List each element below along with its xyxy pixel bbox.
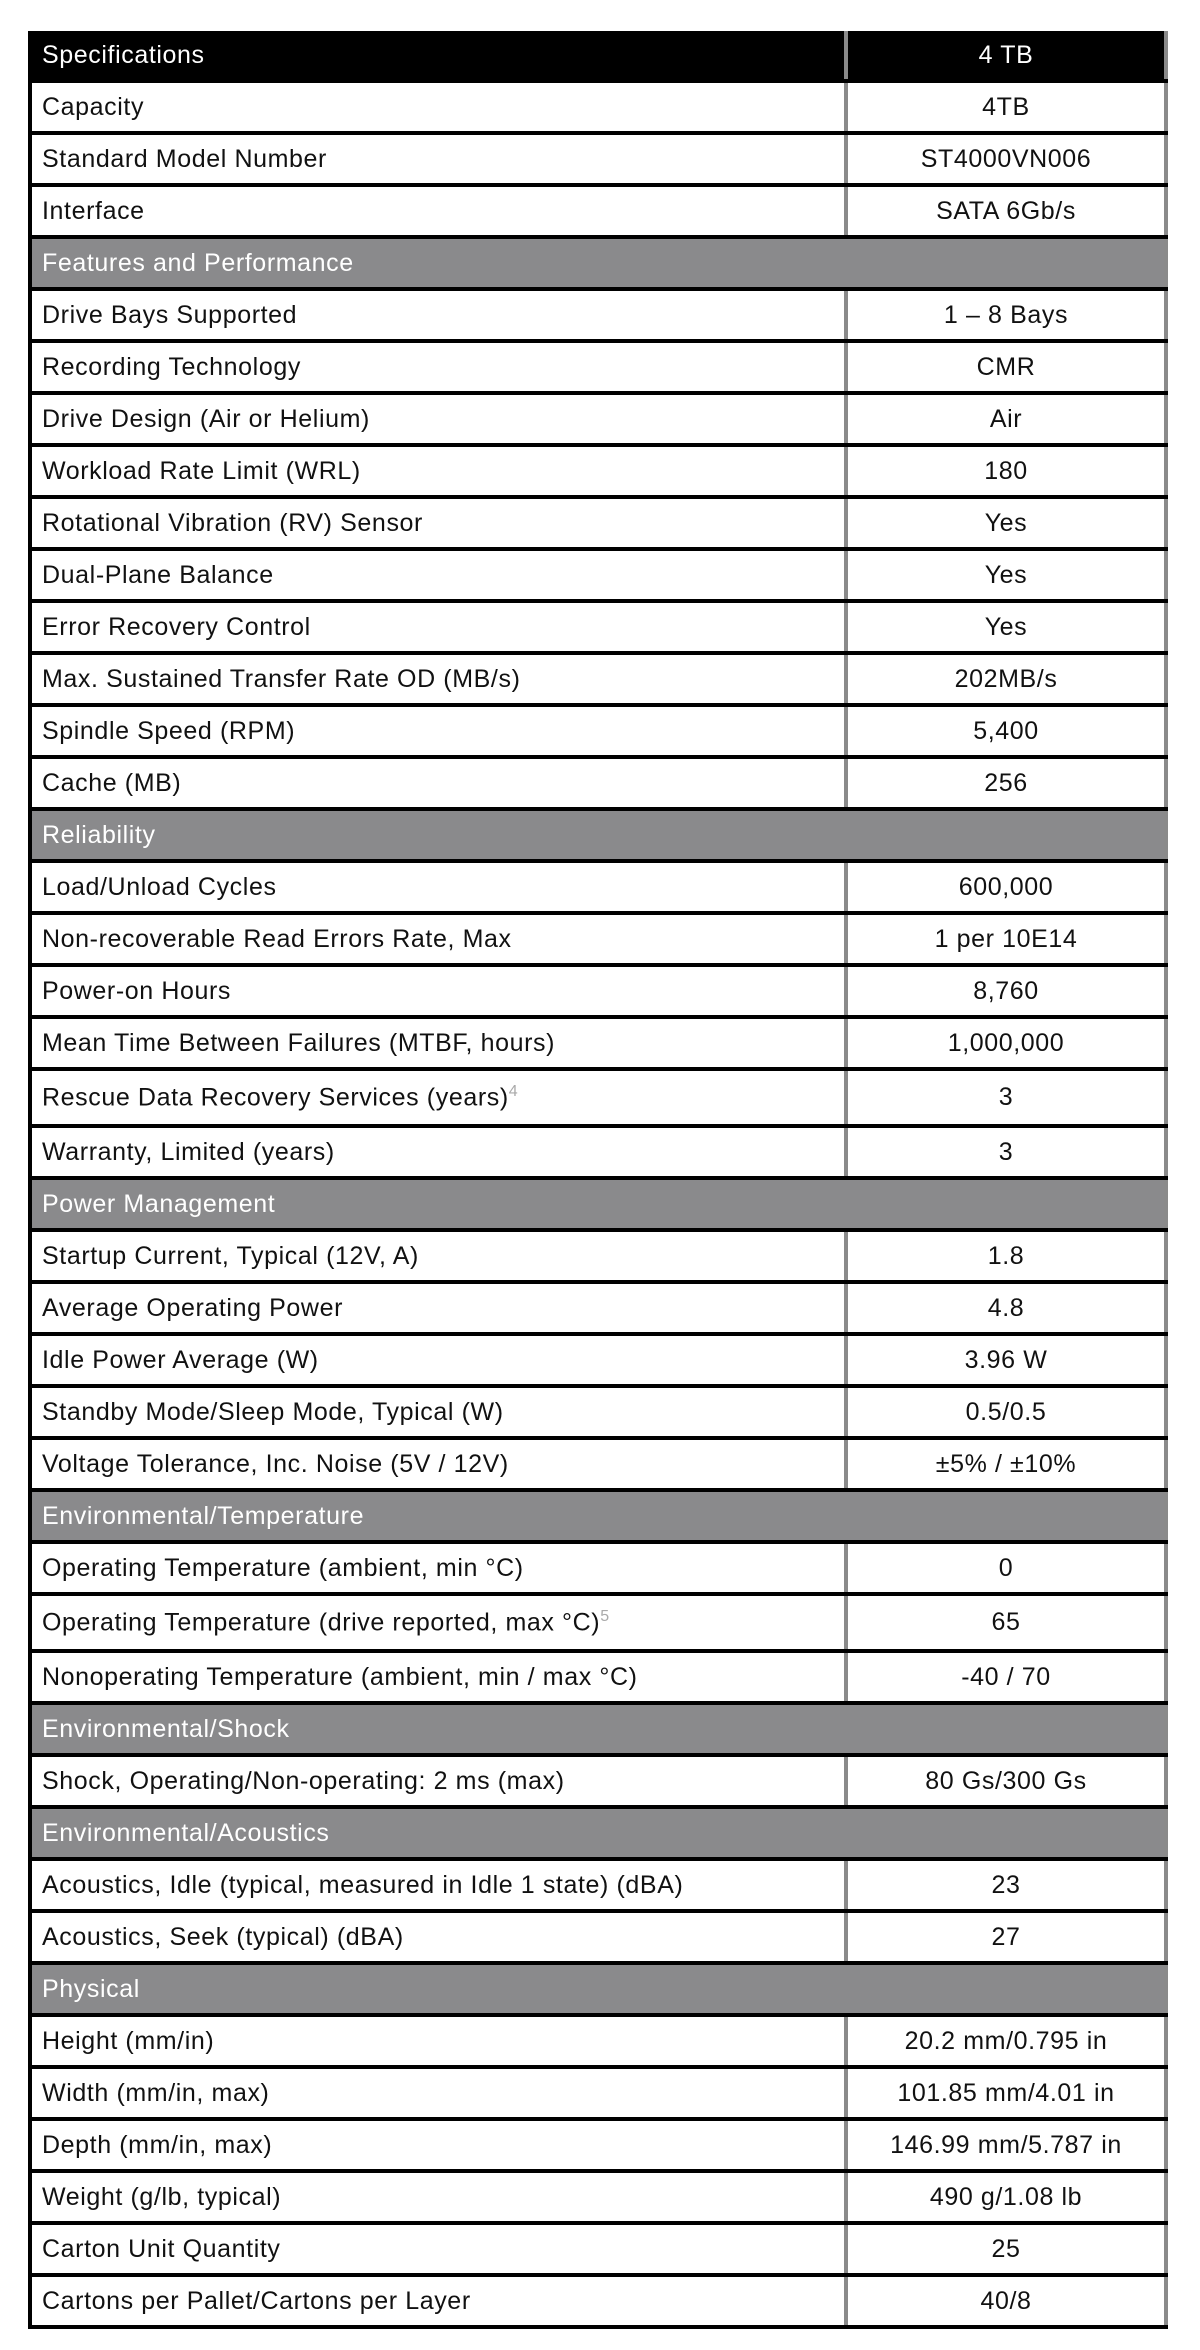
section-header	[30, 1490, 1166, 1542]
spec-label	[30, 2119, 846, 2171]
spec-label	[30, 393, 846, 445]
spec-label-text: Voltage Tolerance, Inc. Noise (5V / 12V)	[42, 1449, 509, 1478]
spec-label	[30, 1594, 846, 1651]
table-row	[30, 2171, 1166, 2223]
spec-label-text: Non-recoverable Read Errors Rate, Max	[42, 924, 512, 953]
table-row	[30, 289, 1166, 341]
spec-value: -40 / 70	[846, 1651, 1166, 1703]
section-title: Reliability	[30, 809, 1166, 861]
spec-label-text: Operating Temperature (drive reported, max °C)	[42, 1608, 601, 1637]
section-header	[30, 809, 1166, 861]
spec-label-text: Interface	[42, 196, 145, 225]
spec-label	[30, 1230, 846, 1282]
spec-label-text: Cache (MB)	[42, 768, 182, 797]
spec-label	[30, 133, 846, 185]
spec-label	[30, 1651, 846, 1703]
spec-label-text: Weight (g/lb, typical)	[42, 2182, 282, 2211]
spec-label-text: Standby Mode/Sleep Mode, Typical (W)	[42, 1397, 504, 1426]
table-row	[30, 445, 1166, 497]
spec-label	[30, 185, 846, 237]
spec-value: 5,400	[846, 705, 1166, 757]
spec-value: ±5% / ±10%	[846, 1438, 1166, 1490]
section-title: Power Management	[30, 1178, 1166, 1230]
table-row	[30, 913, 1166, 965]
section-header	[30, 237, 1166, 289]
spec-table	[28, 31, 1168, 2329]
spec-label-text: Shock, Operating/Non-operating: 2 ms (max)	[42, 1766, 565, 1795]
table-header	[30, 31, 1166, 81]
spec-value: Air	[846, 393, 1166, 445]
spec-label	[30, 81, 846, 133]
footnote-marker: 5	[600, 1607, 610, 1625]
spec-label-text: Cartons per Pallet/Cartons per Layer	[42, 2286, 471, 2315]
spec-value: 4TB	[846, 81, 1166, 133]
spec-value: Yes	[846, 601, 1166, 653]
table-row	[30, 549, 1166, 601]
table-row	[30, 861, 1166, 913]
section-title: Physical	[30, 1963, 1166, 2015]
spec-value: 27	[846, 1911, 1166, 1963]
spec-value: 65	[846, 1594, 1166, 1651]
table-row	[30, 1017, 1166, 1069]
spec-value: 80 Gs/300 Gs	[846, 1755, 1166, 1807]
table-row	[30, 1230, 1166, 1282]
table-row	[30, 1282, 1166, 1334]
table-row	[30, 1126, 1166, 1178]
spec-label-text: Startup Current, Typical (12V, A)	[42, 1241, 419, 1270]
table-row	[30, 1755, 1166, 1807]
table-row	[30, 705, 1166, 757]
spec-label	[30, 2223, 846, 2275]
spec-label	[30, 965, 846, 1017]
spec-value: 3.96 W	[846, 1334, 1166, 1386]
table-row	[30, 497, 1166, 549]
spec-label-text: Warranty, Limited (years)	[42, 1137, 335, 1166]
spec-label-text: Acoustics, Idle (typical, measured in Idle 1 state) (dBA)	[42, 1870, 684, 1899]
spec-value: 20.2 mm/0.795 in	[846, 2015, 1166, 2067]
spec-value: CMR	[846, 341, 1166, 393]
header-label: Specifications	[30, 31, 846, 81]
spec-label-text: Idle Power Average (W)	[42, 1345, 319, 1374]
spec-label-text: Drive Bays Supported	[42, 300, 298, 329]
spec-label-text: Acoustics, Seek (typical) (dBA)	[42, 1922, 404, 1951]
spec-value: 600,000	[846, 861, 1166, 913]
spec-label	[30, 497, 846, 549]
spec-value: 1.8	[846, 1230, 1166, 1282]
table-row	[30, 1859, 1166, 1911]
spec-label-text: Mean Time Between Failures (MTBF, hours)	[42, 1028, 556, 1057]
spec-value: 8,760	[846, 965, 1166, 1017]
table-row	[30, 1334, 1166, 1386]
section-header	[30, 1178, 1166, 1230]
table-row	[30, 133, 1166, 185]
table-row	[30, 2067, 1166, 2119]
section-title: Environmental/Temperature	[30, 1490, 1166, 1542]
spec-value: 202MB/s	[846, 653, 1166, 705]
table-row	[30, 1542, 1166, 1594]
spec-label	[30, 549, 846, 601]
spec-value: Yes	[846, 497, 1166, 549]
spec-label	[30, 757, 846, 809]
table-row	[30, 1594, 1166, 1651]
spec-label-text: Rotational Vibration (RV) Sensor	[42, 508, 423, 537]
spec-label	[30, 2275, 846, 2327]
section-header	[30, 1963, 1166, 2015]
spec-label	[30, 861, 846, 913]
spec-label	[30, 289, 846, 341]
spec-label	[30, 1438, 846, 1490]
spec-label-text: Recording Technology	[42, 352, 301, 381]
spec-label-text: Load/Unload Cycles	[42, 872, 277, 901]
spec-label-text: Depth (mm/in, max)	[42, 2130, 273, 2159]
spec-label	[30, 1859, 846, 1911]
spec-label	[30, 445, 846, 497]
spec-label-text: Standard Model Number	[42, 144, 327, 173]
spec-label-text: Average Operating Power	[42, 1293, 344, 1322]
table-row	[30, 2119, 1166, 2171]
table-row	[30, 1438, 1166, 1490]
spec-label	[30, 1334, 846, 1386]
spec-label-text: Nonoperating Temperature (ambient, min / max °C)	[42, 1662, 638, 1691]
table-row	[30, 757, 1166, 809]
header-value: 4 TB	[846, 31, 1166, 81]
spec-value: 256	[846, 757, 1166, 809]
section-title: Environmental/Shock	[30, 1703, 1166, 1755]
table-row	[30, 1069, 1166, 1126]
spec-value: 146.99 mm/5.787 in	[846, 2119, 1166, 2171]
spec-value: 0.5/0.5	[846, 1386, 1166, 1438]
table-row	[30, 393, 1166, 445]
table-row	[30, 601, 1166, 653]
spec-value: 0	[846, 1542, 1166, 1594]
spec-value: 23	[846, 1859, 1166, 1911]
table-row	[30, 81, 1166, 133]
table-row	[30, 965, 1166, 1017]
spec-value: 1 per 10E14	[846, 913, 1166, 965]
table-row	[30, 1651, 1166, 1703]
spec-value: 490 g/1.08 lb	[846, 2171, 1166, 2223]
spec-label	[30, 913, 846, 965]
spec-label-text: Width (mm/in, max)	[42, 2078, 270, 2107]
footnote-marker: 4	[508, 1082, 519, 1100]
spec-label-text: Error Recovery Control	[42, 612, 311, 641]
spec-value: 1,000,000	[846, 1017, 1166, 1069]
spec-label	[30, 1911, 846, 1963]
table-row	[30, 2275, 1166, 2327]
spec-label	[30, 653, 846, 705]
spec-label	[30, 705, 846, 757]
spec-value: 40/8	[846, 2275, 1166, 2327]
spec-label	[30, 2067, 846, 2119]
spec-label-text: Power-on Hours	[42, 976, 232, 1005]
spec-label-text: Rescue Data Recovery Services (years)	[42, 1083, 509, 1112]
spec-label	[30, 1386, 846, 1438]
spec-label-text: Drive Design (Air or Helium)	[42, 404, 370, 433]
spec-label-text: Capacity	[42, 92, 145, 121]
table-row	[30, 2223, 1166, 2275]
spec-label	[30, 601, 846, 653]
spec-value: 3	[846, 1126, 1166, 1178]
spec-label-text: Height (mm/in)	[42, 2026, 215, 2055]
spec-value: SATA 6Gb/s	[846, 185, 1166, 237]
spec-label	[30, 341, 846, 393]
spec-label-text: Carton Unit Quantity	[42, 2234, 281, 2263]
section-header	[30, 1703, 1166, 1755]
spec-label-text: Dual-Plane Balance	[42, 560, 274, 589]
section-title: Features and Performance	[30, 237, 1166, 289]
spec-value: 3	[846, 1069, 1166, 1126]
table-row	[30, 341, 1166, 393]
spec-label	[30, 1017, 846, 1069]
spec-label	[30, 2015, 846, 2067]
table-row	[30, 2015, 1166, 2067]
spec-label-text: Workload Rate Limit (WRL)	[42, 456, 361, 485]
table-row	[30, 653, 1166, 705]
spec-value: 101.85 mm/4.01 in	[846, 2067, 1166, 2119]
spec-label-text: Operating Temperature (ambient, min °C)	[42, 1553, 524, 1582]
spec-label-text: Spindle Speed (RPM)	[42, 716, 296, 745]
spec-label	[30, 1755, 846, 1807]
spec-label	[30, 1542, 846, 1594]
spec-label	[30, 1282, 846, 1334]
spec-label	[30, 1126, 846, 1178]
spec-value: 25	[846, 2223, 1166, 2275]
spec-label	[30, 2171, 846, 2223]
section-header	[30, 1807, 1166, 1859]
section-title: Environmental/Acoustics	[30, 1807, 1166, 1859]
table-row	[30, 185, 1166, 237]
spec-value: Yes	[846, 549, 1166, 601]
spec-value: ST4000VN006	[846, 133, 1166, 185]
spec-value: 1 – 8 Bays	[846, 289, 1166, 341]
table-row	[30, 1386, 1166, 1438]
table-row	[30, 1911, 1166, 1963]
spec-value: 4.8	[846, 1282, 1166, 1334]
spec-value: 180	[846, 445, 1166, 497]
spec-label-text: Max. Sustained Transfer Rate OD (MB/s)	[42, 664, 521, 693]
spec-label	[30, 1069, 846, 1126]
